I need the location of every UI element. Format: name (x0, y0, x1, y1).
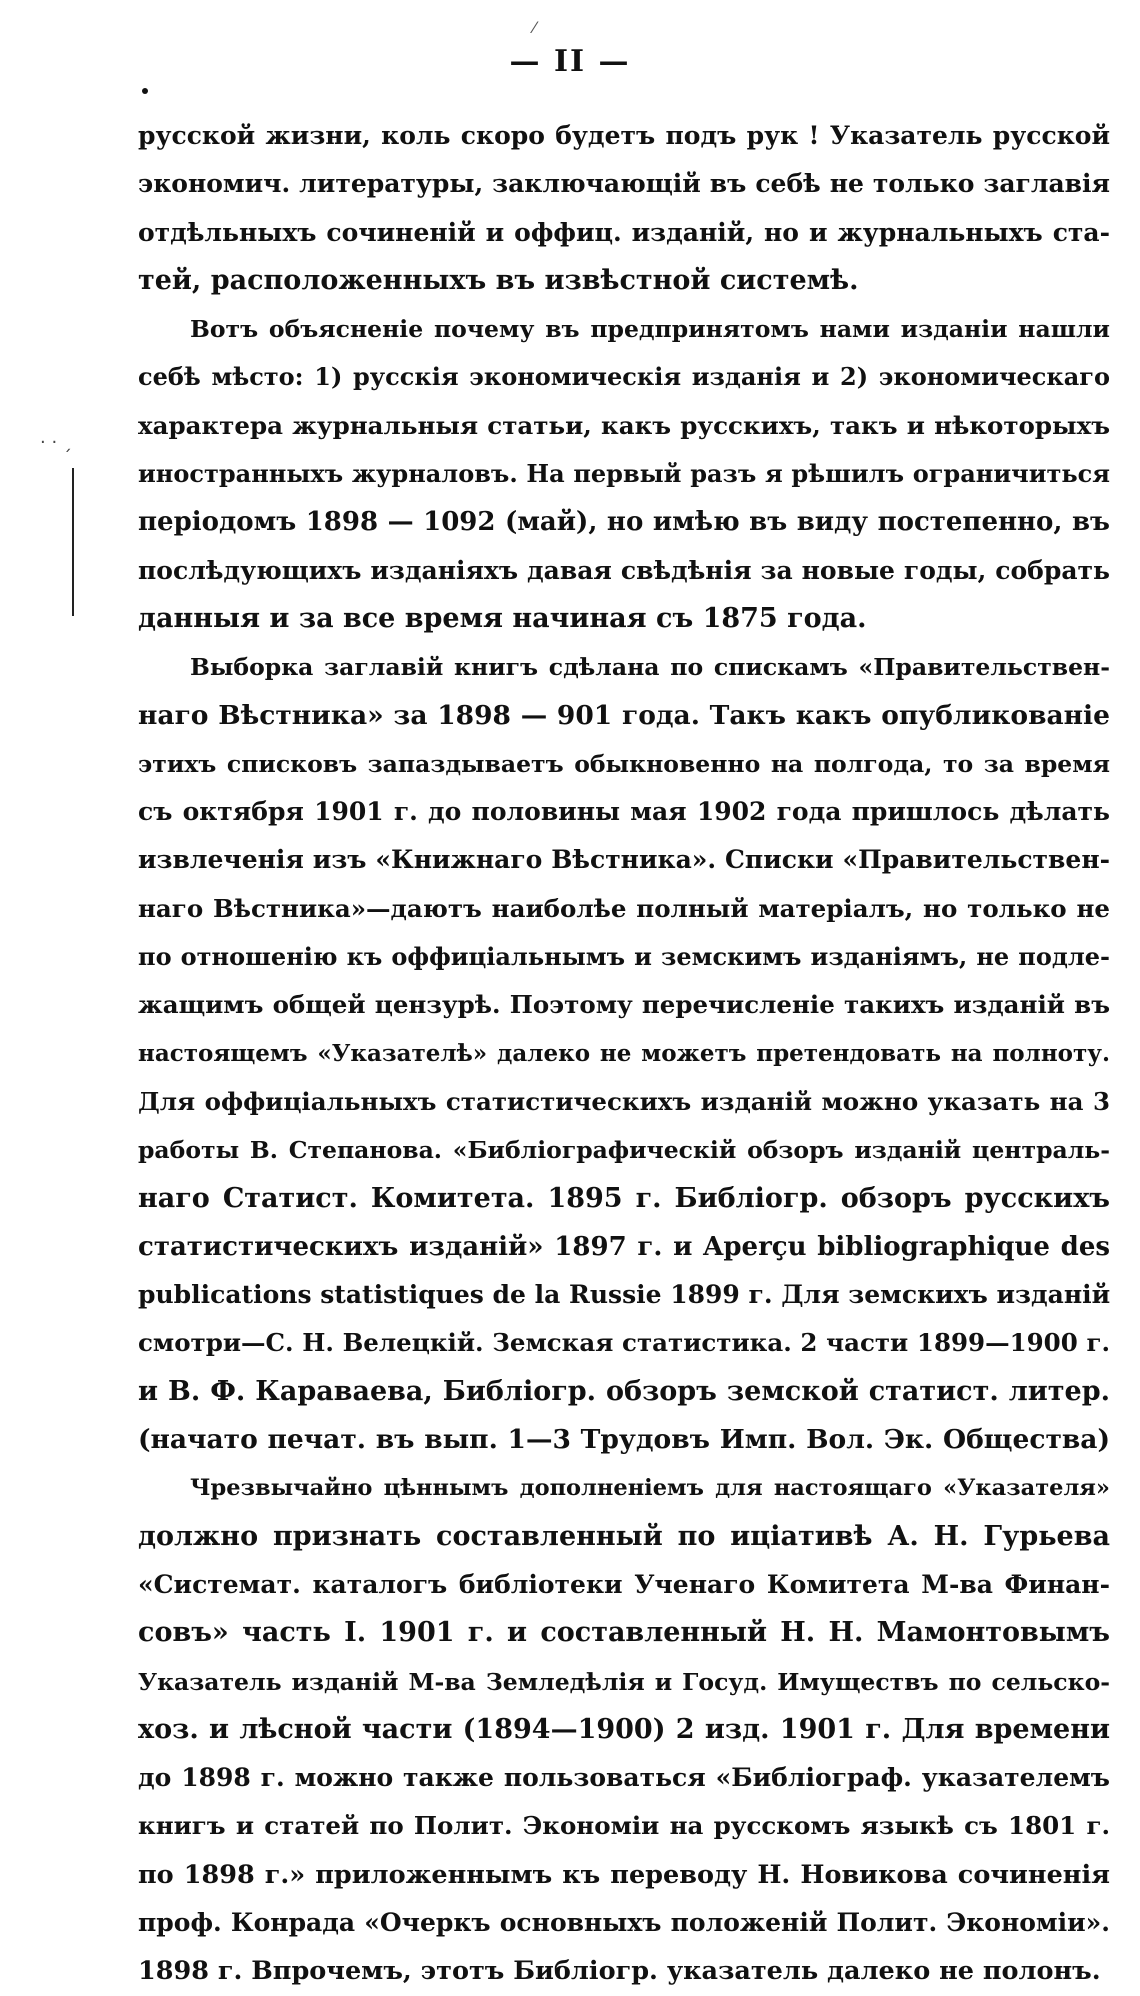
text-line: тей, расположенныхъ въ извѣстной системѣ. (138, 264, 859, 296)
text-line: этихъ списковъ запаздываетъ обыкновенно на полгода, то за время (138, 749, 1110, 778)
text-line: извлеченія изъ «Книжнаго Вѣстника». Списки «Правительствен- (138, 845, 1110, 875)
text-line: наго Вѣстника» за 1898 — 901 года. Такъ какъ опубликованіе (138, 699, 1110, 731)
text-line: данныя и за все время начиная съ 1875 года. (138, 602, 867, 634)
margin-bracket (72, 468, 74, 616)
text-line: должно признать составленный по иціативѣ А. Н. Гурьева (138, 1520, 1110, 1552)
text-line: «Системат. каталогъ библіотеки Ученаго Комитета М-ва Финан- (138, 1569, 1110, 1599)
text-line: publications statistiques de la Russie 1899 г. Для земскихъ изданій (138, 1280, 1110, 1310)
text-line: проф. Конрада «Очеркъ основныхъ положеній Полит. Экономіи». (138, 1907, 1110, 1937)
text-line: и В. Ф. Караваева, Библіогр. обзоръ земской статист. литер. (138, 1375, 1110, 1407)
text-line: Чрезвычайно цѣннымъ дополненіемъ для настоящаго «Указателя» (190, 1475, 1110, 1502)
text-line: хоз. и лѣсной части (1894—1900) 2 изд. 1901 г. Для времени (138, 1713, 1110, 1745)
text-line: настоящемъ «Указателѣ» далеко не можетъ претендовать на полноту. (138, 1039, 1110, 1067)
text-line: (начато печат. въ вып. 1—3 Трудовъ Имп. Вол. Эк. Общества) (138, 1424, 1110, 1456)
text-line: наго Статист. Комитета. 1895 г. Библіогр. обзоръ русскихъ (138, 1182, 1110, 1214)
text-line: Выборка заглавій книгъ сдѣлана по спискамъ «Правительствен- (190, 653, 1110, 682)
ink-dot (142, 88, 148, 94)
body-text (138, 112, 1110, 1996)
text-line: по отношенію къ оффиціальнымъ и земскимъ изданіямъ, не подле- (138, 942, 1110, 972)
text-line: по 1898 г.» приложеннымъ къ переводу Н. Новикова сочиненія (138, 1859, 1110, 1890)
text-line: жащимъ общей цензурѣ. Поэтому перечисленіе такихъ изданій въ (138, 990, 1110, 1020)
margin-marks: · · ˏ (40, 432, 72, 453)
text-line: смотри—С. Н. Велецкій. Земская статистика. 2 части 1899—1900 г. (138, 1328, 1110, 1358)
text-line: русской жизни, коль скоро будетъ подъ рук ! Указатель русской (138, 121, 1110, 150)
text-line: Указатель изданій М-ва Земледѣлія и Госуд. Имуществъ по сельско- (138, 1667, 1110, 1696)
text-line: до 1898 г. можно также пользоваться «Библіограф. указателемъ (138, 1763, 1110, 1793)
text-line: съ октября 1901 г. до половины мая 1902 года пришлось дѣлать (138, 797, 1110, 827)
text-line: характера журнальныя статьи, какъ русскихъ, такъ и нѣкоторыхъ (138, 410, 1110, 440)
text-line: совъ» часть I. 1901 г. и составленный Н. Н. Мамонтовымъ (138, 1617, 1110, 1649)
text-line: работы В. Степанова. «Библіографическій обзоръ изданій централь- (138, 1136, 1110, 1165)
text-line: себѣ мѣсто: 1) русскія экономическія изданія и 2) экономическаго (138, 362, 1110, 392)
text-line: иностранныхъ журналовъ. На первый разъ я рѣшилъ ограничиться (138, 459, 1110, 489)
stray-pen-mark: ⁄ (533, 18, 536, 37)
text-line: періодомъ 1898 — 1092 (май), но имѣю въ виду постепенно, въ (138, 507, 1110, 538)
text-line: экономич. литературы, заключающій въ себѣ не только заглавія (138, 169, 1110, 199)
text-line: статистическихъ изданій» 1897 г. и Aperçu bibliographique des (138, 1231, 1110, 1262)
text-line: Для оффиціальныхъ статистическихъ изданій можно указать на 3 (138, 1086, 1110, 1116)
text-line: наго Вѣстника»—даютъ наиболѣе полный матеріалъ, но только не (138, 893, 1110, 923)
text-line: отдѣльныхъ сочиненій и оффиц. изданій, но и журнальныхъ ста- (138, 217, 1110, 247)
text-line: 1898 г. Впрочемъ, этотъ Библіогр. указатель далеко не полонъ. (138, 1956, 1101, 1987)
text-line: книгъ и статей по Полит. Экономіи на русскомъ языкѣ съ 1801 г. (138, 1811, 1110, 1841)
text-line: Вотъ объясненіе почему въ предпринятомъ нами изданіи нашли (190, 315, 1110, 344)
page-number: — II — (509, 44, 631, 79)
text-line: послѣдующихъ изданіяхъ давая свѣдѣнія за новые годы, собрать (138, 555, 1110, 585)
